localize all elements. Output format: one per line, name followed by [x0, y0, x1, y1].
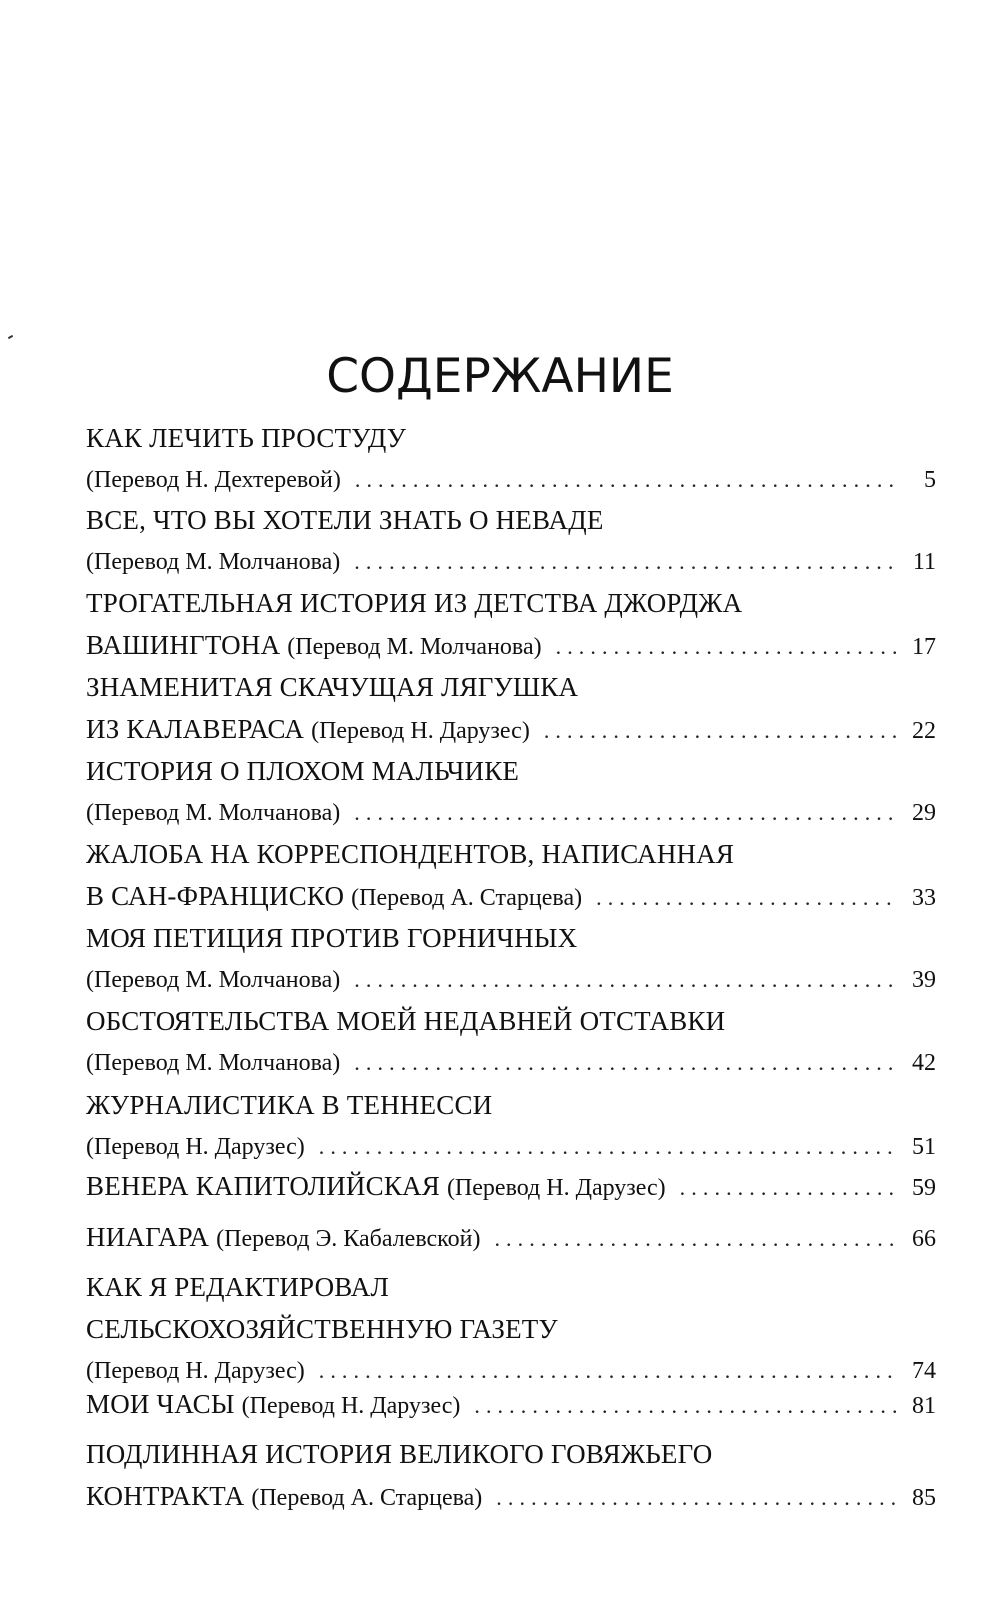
toc-entry-reference — [86, 1216, 936, 1258]
toc-entry-title-tail: КОНТРАКТА — [86, 1481, 245, 1511]
toc-entry-translator: (Перевод М. Молчанова) — [86, 800, 341, 826]
dot-leader — [556, 626, 896, 668]
toc-entry-page-number: 5 — [924, 467, 936, 493]
toc-entry — [86, 499, 936, 583]
toc-entry — [86, 750, 936, 834]
toc-entry-title-tail: В САН-ФРАНЦИСКО — [86, 881, 345, 911]
toc-entry — [86, 1266, 936, 1392]
toc-entry-title: ЗНАМЕНИТАЯ СКАЧУЩАЯ ЛЯГУШКА — [86, 672, 579, 702]
toc-entry-page-number: 81 — [912, 1393, 936, 1419]
toc-entry-translator: (Перевод Н. Дарузес) — [86, 1358, 305, 1384]
toc-entry-reference — [86, 459, 936, 501]
toc-entry — [86, 1000, 936, 1084]
toc-entry-title: ПОДЛИННАЯ ИСТОРИЯ ВЕЛИКОГО ГОВЯЖЬЕГО — [86, 1439, 713, 1469]
toc-entry-reference — [86, 959, 936, 1001]
toc-entry-page-number: 51 — [912, 1134, 936, 1160]
toc-entry-page-number: 22 — [912, 718, 936, 744]
toc-entry-page-number: 11 — [912, 549, 936, 575]
toc-entry-title: ОБСТОЯТЕЛЬСТВА МОЕЙ НЕДАВНЕЙ ОТСТАВКИ — [86, 1006, 726, 1036]
toc-entry — [86, 1383, 936, 1425]
toc-entry-reference — [86, 792, 936, 834]
toc-entry-title: ВСЕ, ЧТО ВЫ ХОТЕЛИ ЗНАТЬ О НЕВАДЕ — [86, 505, 604, 535]
dot-leader — [355, 459, 896, 501]
toc-entry-reference — [86, 1126, 936, 1168]
page-title: СОДЕРЖАНИЕ — [326, 349, 674, 405]
toc-entry-title: ВЕНЕРА КАПИТОЛИЙСКАЯ — [86, 1171, 440, 1201]
toc-entry-page-number: 66 — [912, 1226, 936, 1252]
toc-entry — [86, 833, 936, 917]
toc-entry-title: МОИ ЧАСЫ — [86, 1389, 235, 1419]
dot-leader — [474, 1385, 896, 1427]
toc-entry-title: КАК ЛЕЧИТЬ ПРОСТУДУ — [86, 423, 407, 453]
toc-entry-page-number: 74 — [912, 1358, 936, 1384]
toc-entry — [86, 1216, 936, 1258]
toc-entry-title: ИСТОРИЯ О ПЛОХОМ МАЛЬЧИКЕ — [86, 756, 520, 786]
toc-entry-translator: (Перевод Н. Дарузес) — [86, 1134, 305, 1160]
toc-entry-title: СЕЛЬСКОХОЗЯЙСТВЕННУЮ ГАЗЕТУ — [86, 1314, 558, 1344]
toc-entry-page-number: 17 — [912, 634, 936, 660]
toc-entry-translator: (Перевод Н. Дарузес) — [241, 1393, 461, 1419]
toc-entry — [86, 917, 936, 1001]
dot-leader — [496, 1477, 896, 1519]
dot-leader — [680, 1167, 896, 1209]
toc-entry-translator: (Перевод М. Молчанова) — [86, 967, 341, 993]
toc-entry-translator: (Перевод А. Старцева) — [251, 1485, 483, 1511]
toc-entry-reference — [86, 1165, 936, 1207]
toc-entry-title: КАК Я РЕДАКТИРОВАЛ — [86, 1272, 390, 1302]
dot-leader — [596, 877, 896, 919]
toc-entry-title: ТРОГАТЕЛЬНАЯ ИСТОРИЯ ИЗ ДЕТСТВА ДЖОРДЖА — [86, 588, 743, 618]
toc-entry-reference — [86, 875, 936, 917]
toc-entry-translator: (Перевод Н. Дарузес) — [446, 1175, 666, 1201]
toc-entry-translator: (Перевод Н. Дехтеревой) — [86, 467, 341, 493]
toc-entry-translator: (Перевод А. Старцева) — [351, 885, 583, 911]
toc-entry-translator: (Перевод М. Молчанова) — [86, 1050, 341, 1076]
toc-entry-page-number: 42 — [912, 1050, 936, 1076]
toc-entry-page-number: 59 — [912, 1175, 936, 1201]
toc-entry-translator: (Перевод Н. Дарузес) — [311, 718, 530, 744]
toc-entry — [86, 1165, 936, 1207]
toc-entry-title: НИАГАРА — [86, 1222, 210, 1252]
toc-entry-title: МОЯ ПЕТИЦИЯ ПРОТИВ ГОРНИЧНЫХ — [86, 923, 578, 953]
toc-entry-title-tail: ИЗ КАЛАВЕРАСА — [86, 714, 305, 744]
toc-entry-page-number: 33 — [912, 885, 936, 911]
dot-leader — [319, 1126, 896, 1168]
toc-entry — [86, 1433, 936, 1517]
dot-leader — [354, 1042, 896, 1084]
toc-entry-reference — [86, 1475, 936, 1517]
dot-leader — [494, 1218, 896, 1260]
toc-entry-reference — [86, 541, 936, 583]
toc-entry-reference — [86, 1042, 936, 1084]
toc-entry-reference — [86, 708, 936, 750]
dot-leader — [354, 541, 896, 583]
toc-entry-title: ЖАЛОБА НА КОРРЕСПОНДЕНТОВ, НАПИСАННАЯ — [86, 839, 735, 869]
toc-entry — [86, 582, 936, 666]
toc-entry — [86, 666, 936, 750]
toc-entry — [86, 1084, 936, 1168]
toc-entry-page-number: 29 — [912, 800, 936, 826]
toc-entry-reference — [86, 624, 936, 666]
toc-entry-title-tail: ВАШИНГТОНА — [86, 630, 281, 660]
toc-entry-translator: (Перевод М. Молчанова) — [287, 634, 542, 660]
dot-leader — [354, 792, 896, 834]
toc-entry-page-number: 85 — [912, 1485, 936, 1511]
dot-leader — [354, 959, 896, 1001]
toc-entry-title: ЖУРНАЛИСТИКА В ТЕННЕССИ — [86, 1090, 493, 1120]
toc-entry-translator: (Перевод Э. Кабалевской) — [216, 1226, 481, 1252]
toc-entry-page-number: 39 — [912, 967, 936, 993]
dot-leader — [544, 710, 896, 752]
toc-entry-translator: (Перевод М. Молчанова) — [86, 549, 341, 575]
toc-entry-reference — [86, 1383, 936, 1425]
toc-entry — [86, 417, 936, 501]
